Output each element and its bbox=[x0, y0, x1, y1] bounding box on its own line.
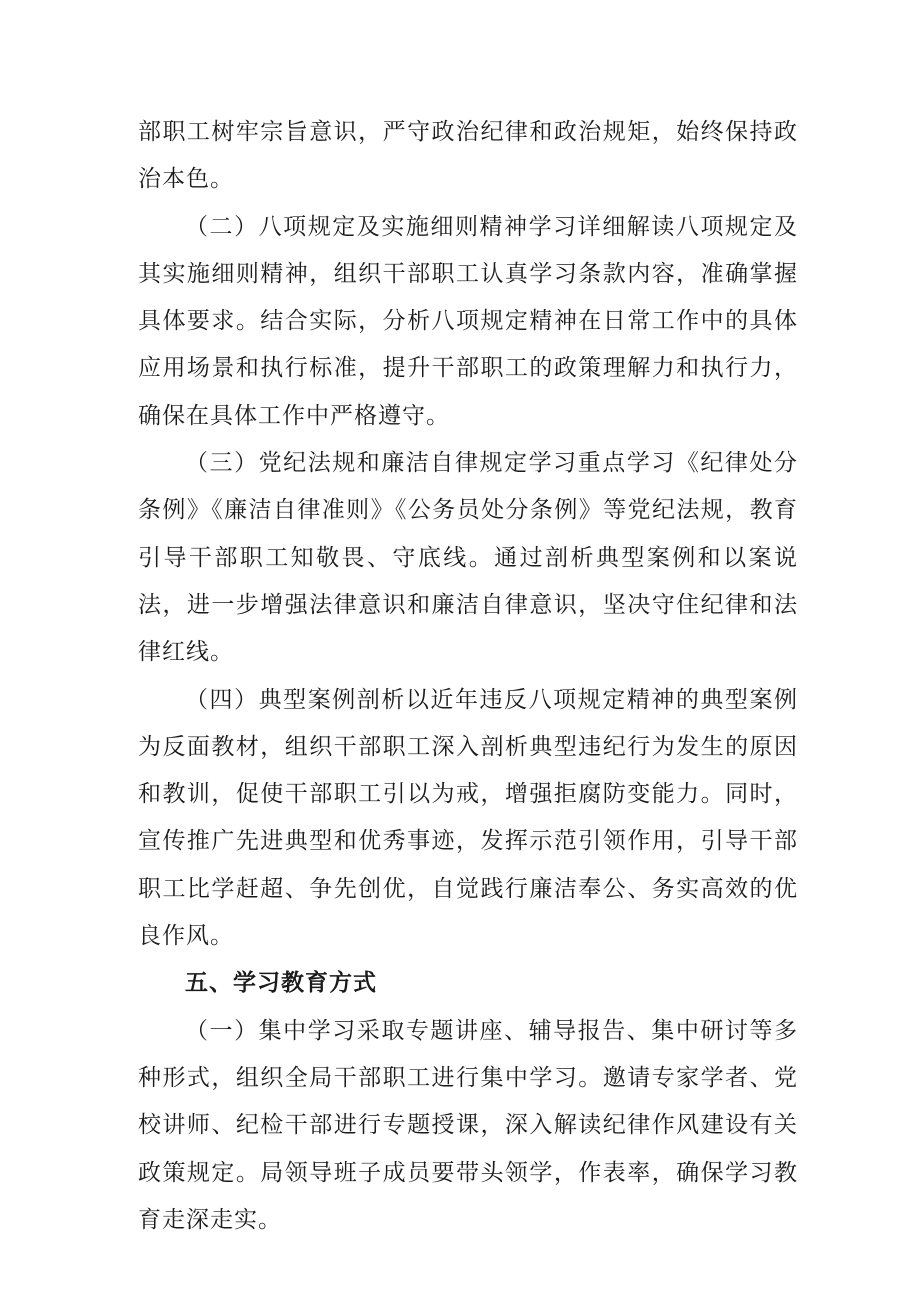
paragraph-item-3: （三）党纪法规和廉洁自律规定学习重点学习《纪律处分条例》《廉洁自律准则》《公务员处分条例》等党纪法规，教育引导干部职工知敬畏、守底线。通过剖析典型案例和以案说法，进一步增强法律意识和廉洁自律意识，坚决守住纪律和法律红线。 bbox=[138, 450, 798, 666]
paragraph-method-1: （一）集中学习采取专题讲座、辅导报告、集中研讨等多种形式，组织全局干部职工进行集中学习。邀请专家学者、党校讲师、纪检干部进行专题授课，深入解读纪律作风建设有关政策规定。局领导班子成员要带头领学，作表率，确保学习教育走深走实。 bbox=[138, 1017, 798, 1233]
paragraph-continuation: 部职工树牢宗旨意识，严守政治纪律和政治规矩，始终保持政治本色。 bbox=[138, 119, 798, 193]
paragraph-item-4: （四）典型案例剖析以近年违反八项规定精神的典型案例为反面教材，组织干部职工深入剖析典型违纪行为发生的原因和教训，促使干部职工引以为戒，增强拒腐防变能力。同时，宣传推广先进典型和优秀事迹，发挥示范引领作用，引导干部职工比学赶超、争先创优，自觉践行廉洁奉公、务实高效的优良作风。 bbox=[138, 686, 798, 950]
paragraph-item-2: （二）八项规定及实施细则精神学习详细解读八项规定及其实施细则精神，组织干部职工认真学习条款内容，准确掌握具体要求。结合实际，分析八项规定精神在日常工作中的具体应用场景和执行标准，提升干部职工的政策理解力和执行力，确保在具体工作中严格遵守。 bbox=[138, 213, 798, 429]
section-five-heading: 五、学习教育方式 bbox=[185, 970, 377, 997]
document-body bbox=[138, 109, 798, 1244]
